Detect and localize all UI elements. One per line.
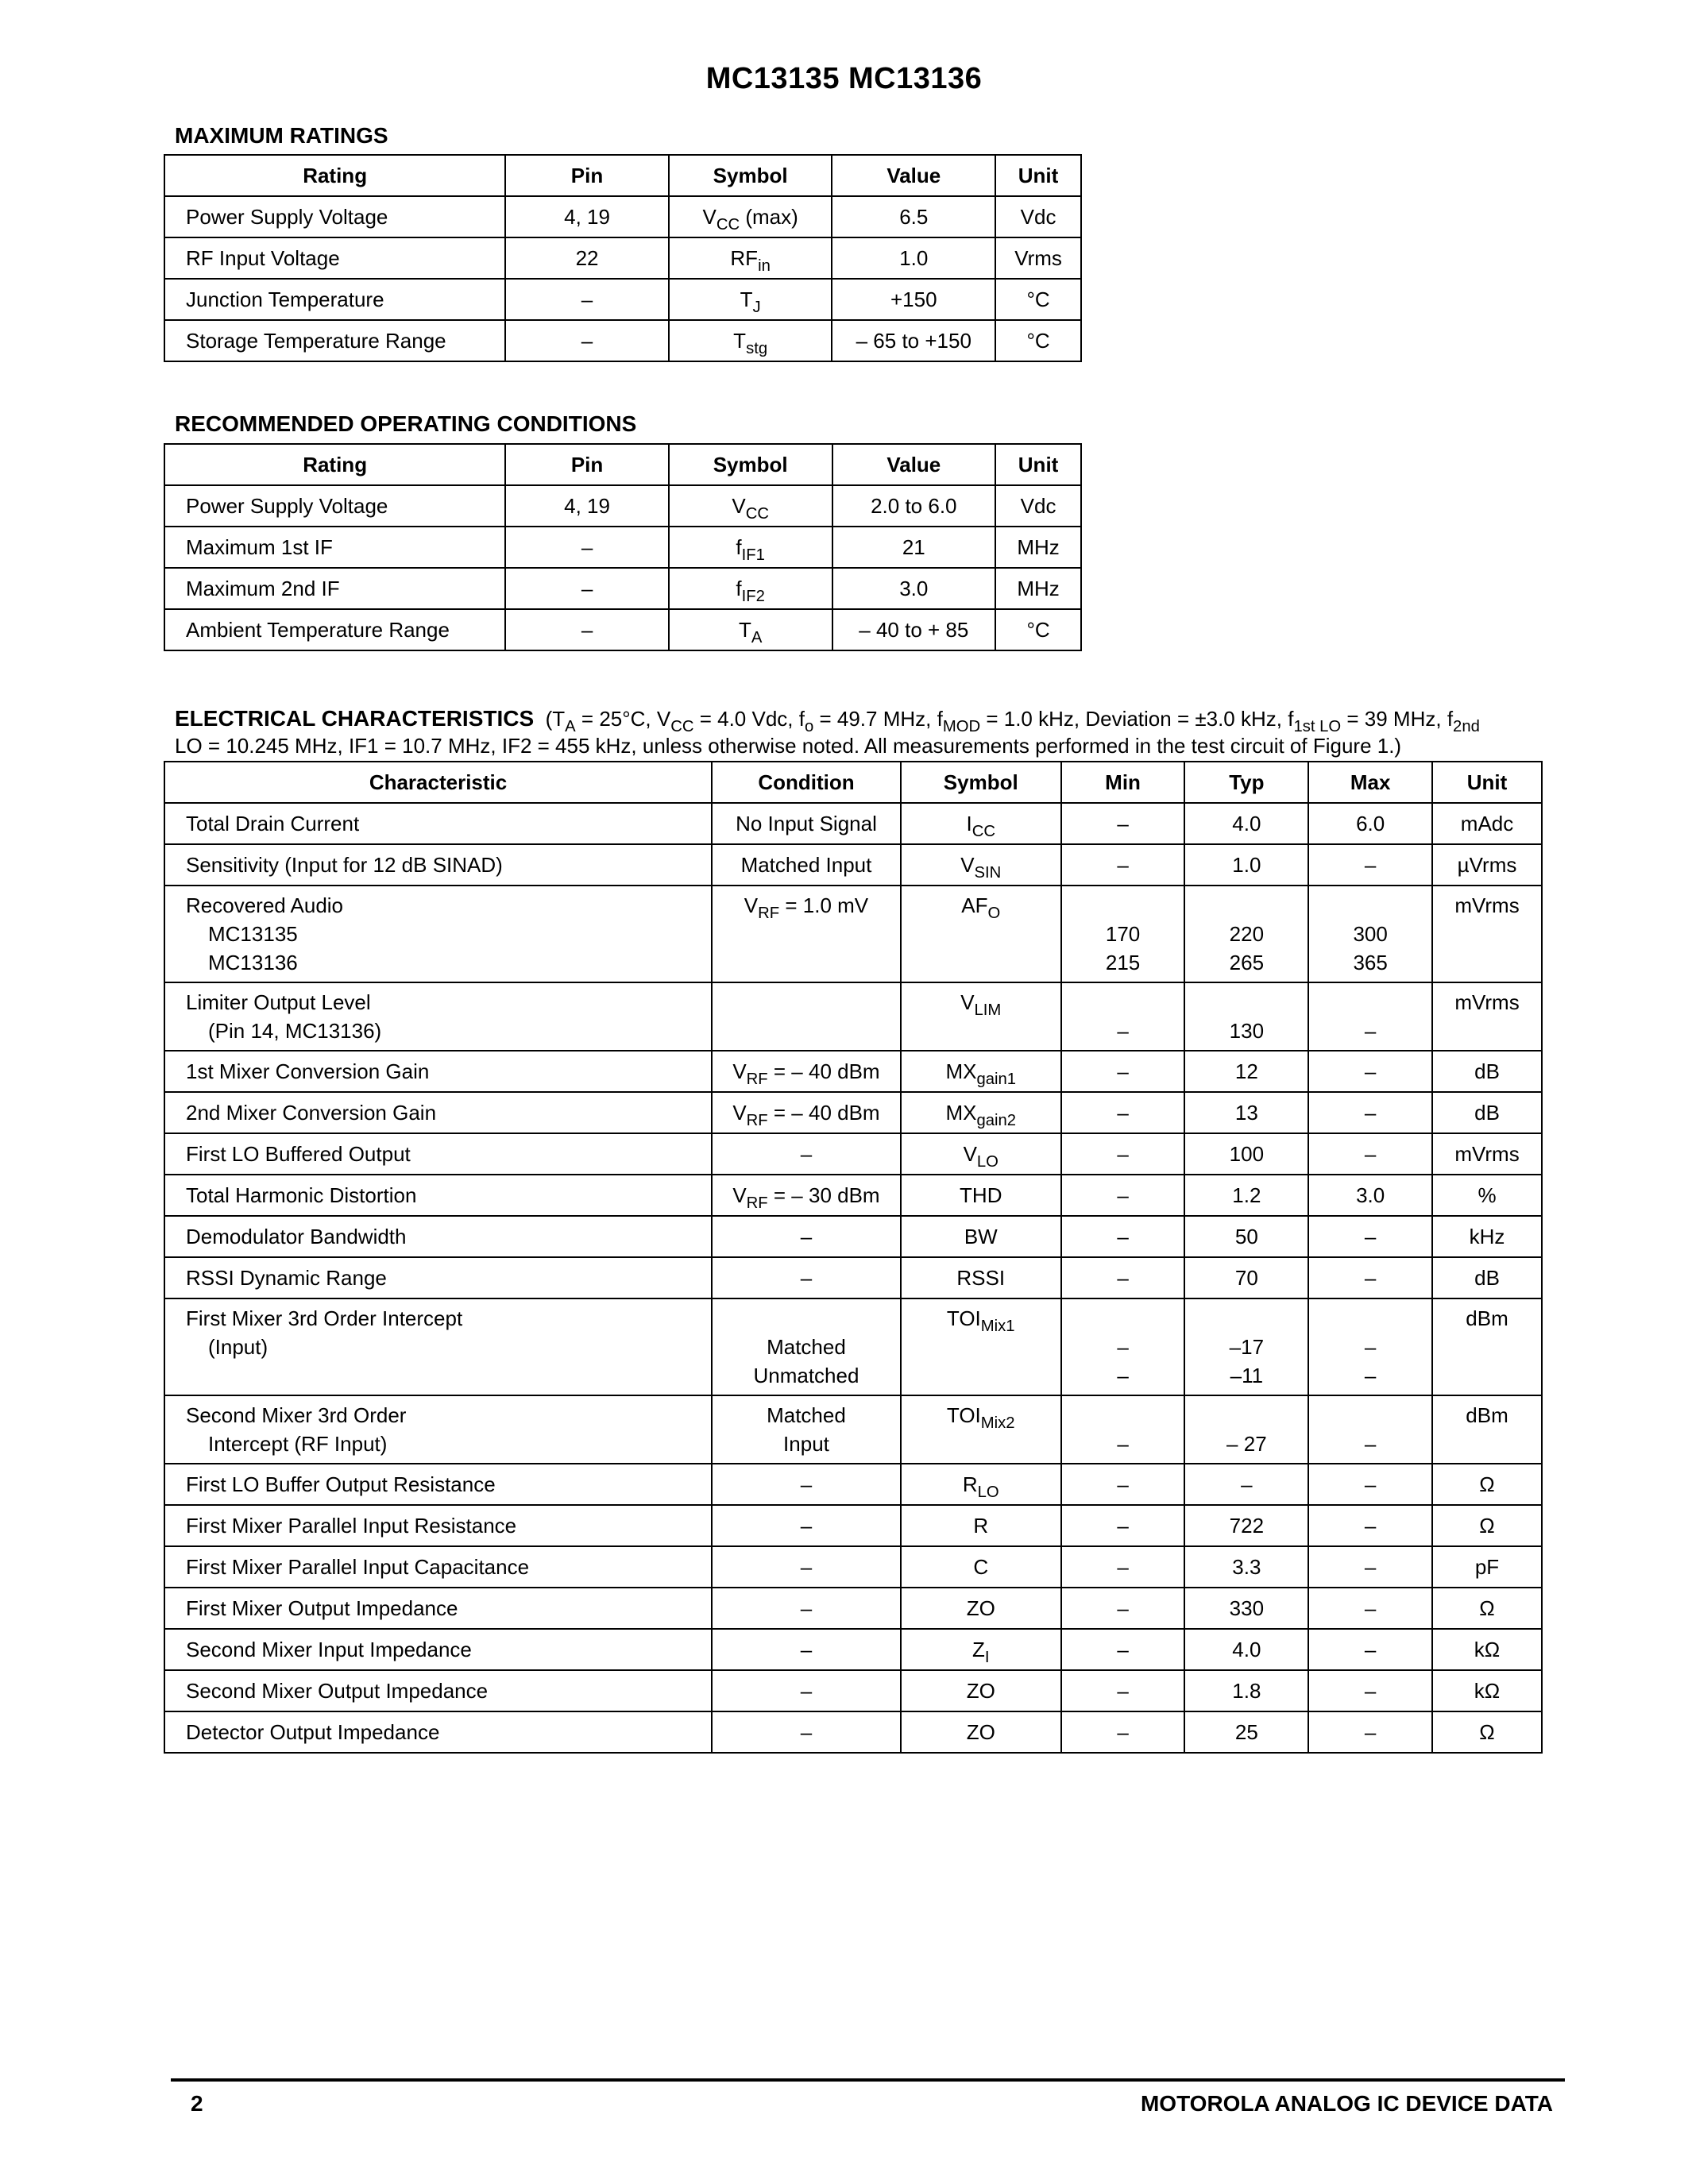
value-cell: 21 (832, 527, 996, 568)
col-header: Unit (995, 155, 1081, 196)
table-row: First LO Buffer Output Resistance – $R_{LO}$ – – – Ω (164, 1464, 1542, 1505)
symbol-cell: $T_A$ (669, 609, 832, 650)
value-cell: 6.5 (832, 196, 995, 237)
table-row (164, 527, 1081, 568)
unit-cell: °C (995, 609, 1081, 650)
rec-conditions-title: RECOMMENDED OPERATING CONDITIONS (175, 411, 637, 436)
symbol-cell: $T_{stg}$ (669, 320, 832, 361)
table-row: First Mixer Output Impedance – ZO – 330 – Ω (164, 1588, 1542, 1629)
value-cell: +150 (832, 279, 995, 320)
symbol-cell: $T_J$ (669, 279, 832, 320)
table-row: Detector Output Impedance – ZO – 25 – Ω (164, 1711, 1542, 1753)
table-row (164, 279, 1081, 320)
col-header: Symbol (669, 444, 832, 485)
col-header: Condition (712, 762, 901, 803)
unit-cell: Vdc (995, 196, 1081, 237)
table-row: Second Mixer Output Impedance – ZO – 1.8 – kΩ (164, 1670, 1542, 1711)
table-row: Demodulator Bandwidth – BW – 50 – kHz (164, 1216, 1542, 1257)
col-header: Typ (1184, 762, 1308, 803)
col-header: Max (1308, 762, 1432, 803)
unit-cell: MHz (995, 527, 1081, 568)
elec-table (164, 761, 1543, 1754)
col-header: Pin (505, 155, 669, 196)
table-row (164, 485, 1081, 527)
publisher-label: MOTOROLA ANALOG IC DEVICE DATA (1140, 2091, 1553, 2116)
table-row: Total Harmonic Distortion $V_{RF}$ = – 30 dBm THD – 1.2 3.0 % (164, 1175, 1542, 1216)
table-row: 2nd Mixer Conversion Gain $V_{RF}$ = – 40 dBm $MX_{gain2}$ – 13 – dB (164, 1092, 1542, 1133)
col-header: Unit (1432, 762, 1542, 803)
pin-cell: 4, 19 (505, 485, 669, 527)
symbol-cell: $RF_{in}$ (669, 237, 832, 279)
col-header: Value (832, 444, 996, 485)
value-cell: 1.0 (832, 237, 995, 279)
table-header-row (164, 444, 1081, 485)
unit-cell: Vrms (995, 237, 1081, 279)
unit-cell: Vdc (995, 485, 1081, 527)
symbol-cell: $f_{IF1}$ (669, 527, 832, 568)
rating-cell: Power Supply Voltage (164, 196, 505, 237)
table-row: First Mixer Parallel Input Resistance – R – 722 – Ω (164, 1505, 1542, 1546)
col-header: Rating (164, 444, 505, 485)
table-row: 1st Mixer Conversion Gain $V_{RF}$ = – 40 dBm $MX_{gain1}$ – 12 – dB (164, 1051, 1542, 1092)
table-row: First Mixer Parallel Input Capacitance – C – 3.3 – pF (164, 1546, 1542, 1588)
table-row: Sensitivity (Input for 12 dB SINAD) Matched Input $V_{SIN}$ – 1.0 – µVrms (164, 844, 1542, 886)
table-row (164, 609, 1081, 650)
page-title: MC13135 MC13136 (705, 62, 983, 95)
footer-rule (171, 2078, 1565, 2082)
table-header-row (164, 762, 1542, 803)
symbol-cell: $V_{CC}$ (669, 485, 832, 527)
table-row: First Mixer 3rd Order Intercept (Input) Matched Unmatched $TOI_{Mix1}$ – – –17 –11 – – dBm (164, 1298, 1542, 1395)
rating-cell: Junction Temperature (164, 279, 505, 320)
max-ratings-table (164, 154, 1082, 362)
rating-cell: Storage Temperature Range (164, 320, 505, 361)
pin-cell: – (505, 568, 669, 609)
elec-title: ELECTRICAL CHARACTERISTICS (175, 706, 535, 731)
pin-cell: – (505, 279, 669, 320)
value-cell: 2.0 to 6.0 (832, 485, 996, 527)
rating-cell: Maximum 2nd IF (164, 568, 505, 609)
pin-cell: – (505, 609, 669, 650)
value-cell: – 40 to + 85 (832, 609, 996, 650)
rating-cell: Ambient Temperature Range (164, 609, 505, 650)
elec-conditions: ELECTRICAL CHARACTERISTICS ($T_A = 25^\circ C$, $V_{CC} = 4.0$ Vdc, $f_o = 49.7$ MHz, $f_{MOD} = 1.0$ kHz, Deviation = ±3.0 kHz, $f_{1st LO} = 39$ MHz, $f_{2nd}$ LO = 10.245 MHz, IF1 = 10.7 MHz, IF2 = 455 kHz, unless otherwise noted. All measurements performed in the test circuit of Figure 1.) (175, 706, 1480, 758)
page-number: 2 (191, 2091, 203, 2116)
rating-cell: RF Input Voltage (164, 237, 505, 279)
symbol-cell: $f_{IF2}$ (669, 568, 832, 609)
value-cell: 3.0 (832, 568, 996, 609)
table-row: Total Drain Current No Input Signal $I_{CC}$ – 4.0 6.0 mAdc (164, 803, 1542, 844)
table-row: First LO Buffered Output – $V_{LO}$ – 100 – mVrms (164, 1133, 1542, 1175)
unit-cell: °C (995, 320, 1081, 361)
value-cell: – 65 to +150 (832, 320, 995, 361)
pin-cell: – (505, 527, 669, 568)
col-header: Min (1061, 762, 1185, 803)
table-row: Limiter Output Level (Pin 14, MC13136) $V_{LIM}$ – 130 – mVrms (164, 982, 1542, 1051)
rec-conditions-table (164, 443, 1082, 651)
max-ratings-title: MAXIMUM RATINGS (175, 123, 388, 148)
table-row (164, 568, 1081, 609)
table-row: Second Mixer 3rd Order Intercept (RF Input) Matched Input $TOI_{Mix2}$ – – 27 – dBm (164, 1395, 1542, 1464)
table-row: Second Mixer Input Impedance – $Z_I$ – 4.0 – kΩ (164, 1629, 1542, 1670)
symbol-cell: $V_{CC}$ (max) (669, 196, 832, 237)
unit-cell: °C (995, 279, 1081, 320)
table-row (164, 320, 1081, 361)
col-header: Pin (505, 444, 669, 485)
rating-cell: Power Supply Voltage (164, 485, 505, 527)
pin-cell: – (505, 320, 669, 361)
table-row: Recovered Audio MC13135 MC13136 $V_{RF} = 1.0$ mV $AF_O$ 170 215 220 265 300 365 mVrms (164, 886, 1542, 982)
unit-cell: MHz (995, 568, 1081, 609)
table-row (164, 237, 1081, 279)
pin-cell: 22 (505, 237, 669, 279)
col-header: Rating (164, 155, 505, 196)
col-header: Symbol (901, 762, 1061, 803)
col-header: Symbol (669, 155, 832, 196)
col-header: Value (832, 155, 995, 196)
pin-cell: 4, 19 (505, 196, 669, 237)
table-row (164, 196, 1081, 237)
table-header-row (164, 155, 1081, 196)
rating-cell: Maximum 1st IF (164, 527, 505, 568)
col-header: Unit (995, 444, 1081, 485)
col-header: Characteristic (164, 762, 712, 803)
table-row: RSSI Dynamic Range – RSSI – 70 – dB (164, 1257, 1542, 1298)
